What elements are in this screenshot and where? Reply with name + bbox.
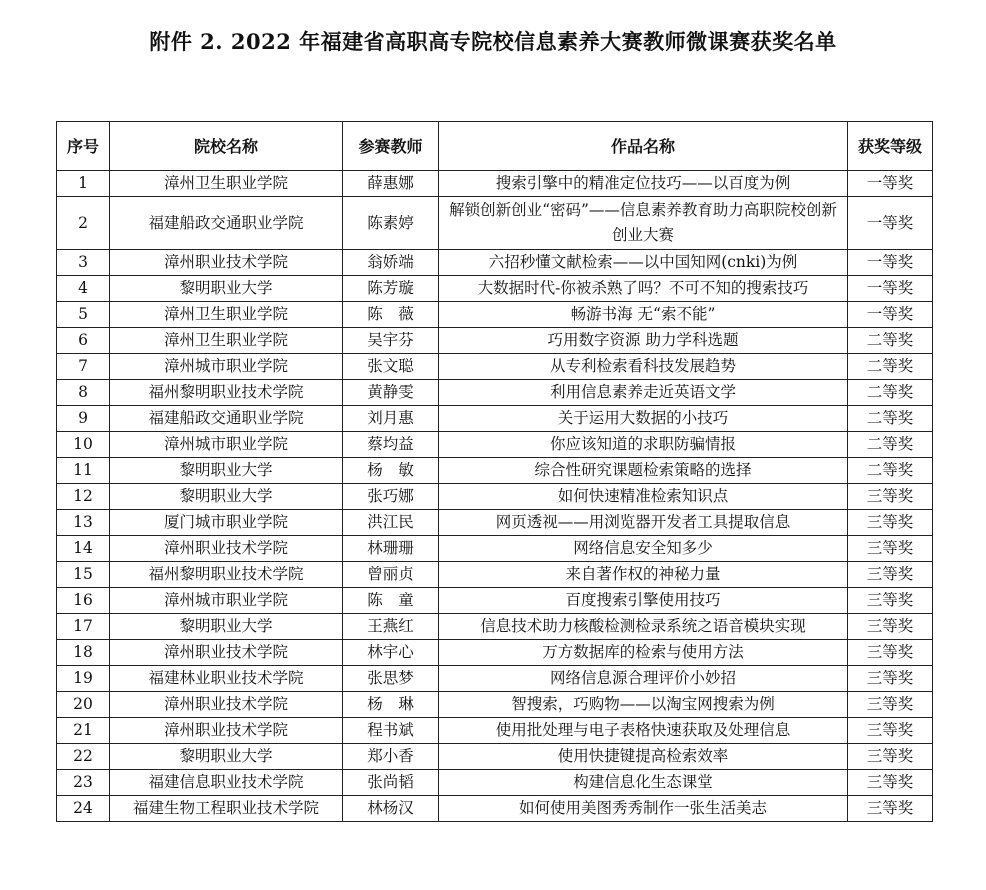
cell-work: 综合性研究课题检索策略的选择	[439, 458, 848, 484]
cell-award: 三等奖	[848, 796, 933, 822]
cell-award: 二等奖	[848, 354, 933, 380]
table-row	[57, 380, 933, 406]
cell-award: 三等奖	[848, 536, 933, 562]
cell-school: 漳州城市职业学院	[110, 432, 343, 458]
cell-teacher: 程书斌	[343, 718, 439, 744]
cell-school: 福建生物工程职业技术学院	[110, 796, 343, 822]
cell-award: 三等奖	[848, 562, 933, 588]
table-row	[57, 536, 933, 562]
cell-school: 黎明职业大学	[110, 484, 343, 510]
cell-school: 福建信息职业技术学院	[110, 770, 343, 796]
cell-work: 解锁创新创业“密码”——信息素养教育助力高职院校创新创业大赛	[439, 197, 848, 250]
table-row	[57, 718, 933, 744]
table-row	[57, 692, 933, 718]
table-body	[57, 171, 933, 822]
header-work: 作品名称	[439, 122, 848, 171]
table-row	[57, 197, 933, 250]
cell-award: 三等奖	[848, 692, 933, 718]
cell-no: 9	[57, 406, 110, 432]
table-row	[57, 796, 933, 822]
table-header-row	[57, 122, 933, 171]
cell-school: 漳州卫生职业学院	[110, 328, 343, 354]
cell-teacher: 洪江民	[343, 510, 439, 536]
cell-school: 福州黎明职业技术学院	[110, 562, 343, 588]
cell-teacher: 吴宇芬	[343, 328, 439, 354]
table-row	[57, 562, 933, 588]
cell-work: 网页透视——用浏览器开发者工具提取信息	[439, 510, 848, 536]
cell-work: 智搜索，巧购物——以淘宝网搜索为例	[439, 692, 848, 718]
cell-award: 二等奖	[848, 432, 933, 458]
cell-award: 三等奖	[848, 614, 933, 640]
cell-work: 信息技术助力核酸检测检录系统之语音模块实现	[439, 614, 848, 640]
awards-table	[56, 121, 933, 822]
cell-award: 二等奖	[848, 406, 933, 432]
cell-work: 如何快速精准检索知识点	[439, 484, 848, 510]
cell-no: 20	[57, 692, 110, 718]
cell-teacher: 曾丽贞	[343, 562, 439, 588]
cell-award: 三等奖	[848, 640, 933, 666]
cell-teacher: 陈素婷	[343, 197, 439, 250]
cell-no: 19	[57, 666, 110, 692]
cell-no: 3	[57, 250, 110, 276]
cell-teacher: 杨 敏	[343, 458, 439, 484]
cell-teacher: 杨 琳	[343, 692, 439, 718]
cell-work: 六招秒懂文献检索——以中国知网(cnki)为例	[439, 250, 848, 276]
cell-school: 漳州职业技术学院	[110, 692, 343, 718]
cell-work: 关于运用大数据的小技巧	[439, 406, 848, 432]
cell-teacher: 王燕红	[343, 614, 439, 640]
cell-work: 畅游书海 无“索不能”	[439, 302, 848, 328]
table-row	[57, 484, 933, 510]
table-row	[57, 640, 933, 666]
table-row	[57, 276, 933, 302]
cell-work: 你应该知道的求职防骗情报	[439, 432, 848, 458]
cell-work: 使用快捷键提高检索效率	[439, 744, 848, 770]
cell-no: 13	[57, 510, 110, 536]
cell-work: 巧用数字资源 助力学科选题	[439, 328, 848, 354]
cell-work: 万方数据库的检索与使用方法	[439, 640, 848, 666]
cell-no: 1	[57, 171, 110, 197]
cell-no: 2	[57, 197, 110, 250]
table-row	[57, 614, 933, 640]
cell-no: 18	[57, 640, 110, 666]
cell-no: 21	[57, 718, 110, 744]
cell-no: 22	[57, 744, 110, 770]
table-row	[57, 510, 933, 536]
cell-teacher: 黄静雯	[343, 380, 439, 406]
table-row	[57, 432, 933, 458]
cell-award: 二等奖	[848, 380, 933, 406]
cell-no: 4	[57, 276, 110, 302]
cell-no: 23	[57, 770, 110, 796]
cell-school: 漳州城市职业学院	[110, 354, 343, 380]
cell-teacher: 林珊珊	[343, 536, 439, 562]
cell-award: 三等奖	[848, 510, 933, 536]
cell-school: 厦门城市职业学院	[110, 510, 343, 536]
cell-work: 搜索引擎中的精准定位技巧——以百度为例	[439, 171, 848, 197]
cell-teacher: 张文聪	[343, 354, 439, 380]
table-row	[57, 588, 933, 614]
cell-work: 百度搜索引擎使用技巧	[439, 588, 848, 614]
page-title: 附件 2. 2022 年福建省高职高专院校信息素养大赛教师微课赛获奖名单	[149, 29, 837, 54]
cell-no: 6	[57, 328, 110, 354]
cell-teacher: 林宇心	[343, 640, 439, 666]
cell-no: 8	[57, 380, 110, 406]
cell-award: 一等奖	[848, 302, 933, 328]
cell-teacher: 翁娇端	[343, 250, 439, 276]
table-row	[57, 666, 933, 692]
cell-teacher: 陈芳璇	[343, 276, 439, 302]
table-row	[57, 171, 933, 197]
cell-school: 漳州城市职业学院	[110, 588, 343, 614]
cell-award: 一等奖	[848, 250, 933, 276]
cell-award: 一等奖	[848, 276, 933, 302]
header-teacher: 参赛教师	[343, 122, 439, 171]
cell-award: 一等奖	[848, 171, 933, 197]
cell-school: 黎明职业大学	[110, 744, 343, 770]
cell-award: 三等奖	[848, 770, 933, 796]
cell-teacher: 陈 薇	[343, 302, 439, 328]
cell-work: 大数据时代-你被杀熟了吗？不可不知的搜索技巧	[439, 276, 848, 302]
cell-award: 三等奖	[848, 484, 933, 510]
cell-teacher: 陈 童	[343, 588, 439, 614]
cell-school: 漳州职业技术学院	[110, 718, 343, 744]
cell-teacher: 林杨汉	[343, 796, 439, 822]
cell-work: 使用批处理与电子表格快速获取及处理信息	[439, 718, 848, 744]
cell-no: 12	[57, 484, 110, 510]
cell-school: 福建林业职业技术学院	[110, 666, 343, 692]
cell-award: 三等奖	[848, 666, 933, 692]
table-row	[57, 744, 933, 770]
cell-work: 网络信息安全知多少	[439, 536, 848, 562]
cell-no: 16	[57, 588, 110, 614]
cell-work: 从专利检索看科技发展趋势	[439, 354, 848, 380]
table-row	[57, 458, 933, 484]
cell-no: 11	[57, 458, 110, 484]
cell-work: 构建信息化生态课堂	[439, 770, 848, 796]
cell-award: 三等奖	[848, 718, 933, 744]
cell-school: 黎明职业大学	[110, 458, 343, 484]
cell-teacher: 张巧娜	[343, 484, 439, 510]
table-row	[57, 354, 933, 380]
cell-no: 17	[57, 614, 110, 640]
table-row	[57, 302, 933, 328]
cell-school: 福州黎明职业技术学院	[110, 380, 343, 406]
header-award: 获奖等级	[848, 122, 933, 171]
cell-teacher: 蔡均益	[343, 432, 439, 458]
cell-school: 漳州职业技术学院	[110, 250, 343, 276]
header-no: 序号	[57, 122, 110, 171]
table-row	[57, 406, 933, 432]
cell-teacher: 郑小香	[343, 744, 439, 770]
header-school: 院校名称	[110, 122, 343, 171]
cell-no: 5	[57, 302, 110, 328]
cell-school: 漳州职业技术学院	[110, 640, 343, 666]
cell-school: 福建船政交通职业学院	[110, 406, 343, 432]
cell-teacher: 张思梦	[343, 666, 439, 692]
table-row	[57, 770, 933, 796]
cell-award: 二等奖	[848, 328, 933, 354]
cell-award: 三等奖	[848, 588, 933, 614]
cell-no: 24	[57, 796, 110, 822]
table-row	[57, 328, 933, 354]
cell-teacher: 张尚韬	[343, 770, 439, 796]
cell-teacher: 薛惠娜	[343, 171, 439, 197]
cell-no: 15	[57, 562, 110, 588]
cell-work: 利用信息素养走近英语文学	[439, 380, 848, 406]
cell-work: 网络信息源合理评价小妙招	[439, 666, 848, 692]
cell-no: 10	[57, 432, 110, 458]
cell-work: 来自著作权的神秘力量	[439, 562, 848, 588]
cell-no: 7	[57, 354, 110, 380]
cell-award: 三等奖	[848, 744, 933, 770]
cell-award: 一等奖	[848, 197, 933, 250]
cell-no: 14	[57, 536, 110, 562]
cell-school: 黎明职业大学	[110, 276, 343, 302]
cell-work: 如何使用美图秀秀制作一张生活美志	[439, 796, 848, 822]
table-row	[57, 250, 933, 276]
cell-school: 福建船政交通职业学院	[110, 197, 343, 250]
cell-school: 漳州卫生职业学院	[110, 302, 343, 328]
cell-award: 二等奖	[848, 458, 933, 484]
cell-school: 漳州职业技术学院	[110, 536, 343, 562]
cell-school: 漳州卫生职业学院	[110, 171, 343, 197]
cell-school: 黎明职业大学	[110, 614, 343, 640]
cell-teacher: 刘月惠	[343, 406, 439, 432]
